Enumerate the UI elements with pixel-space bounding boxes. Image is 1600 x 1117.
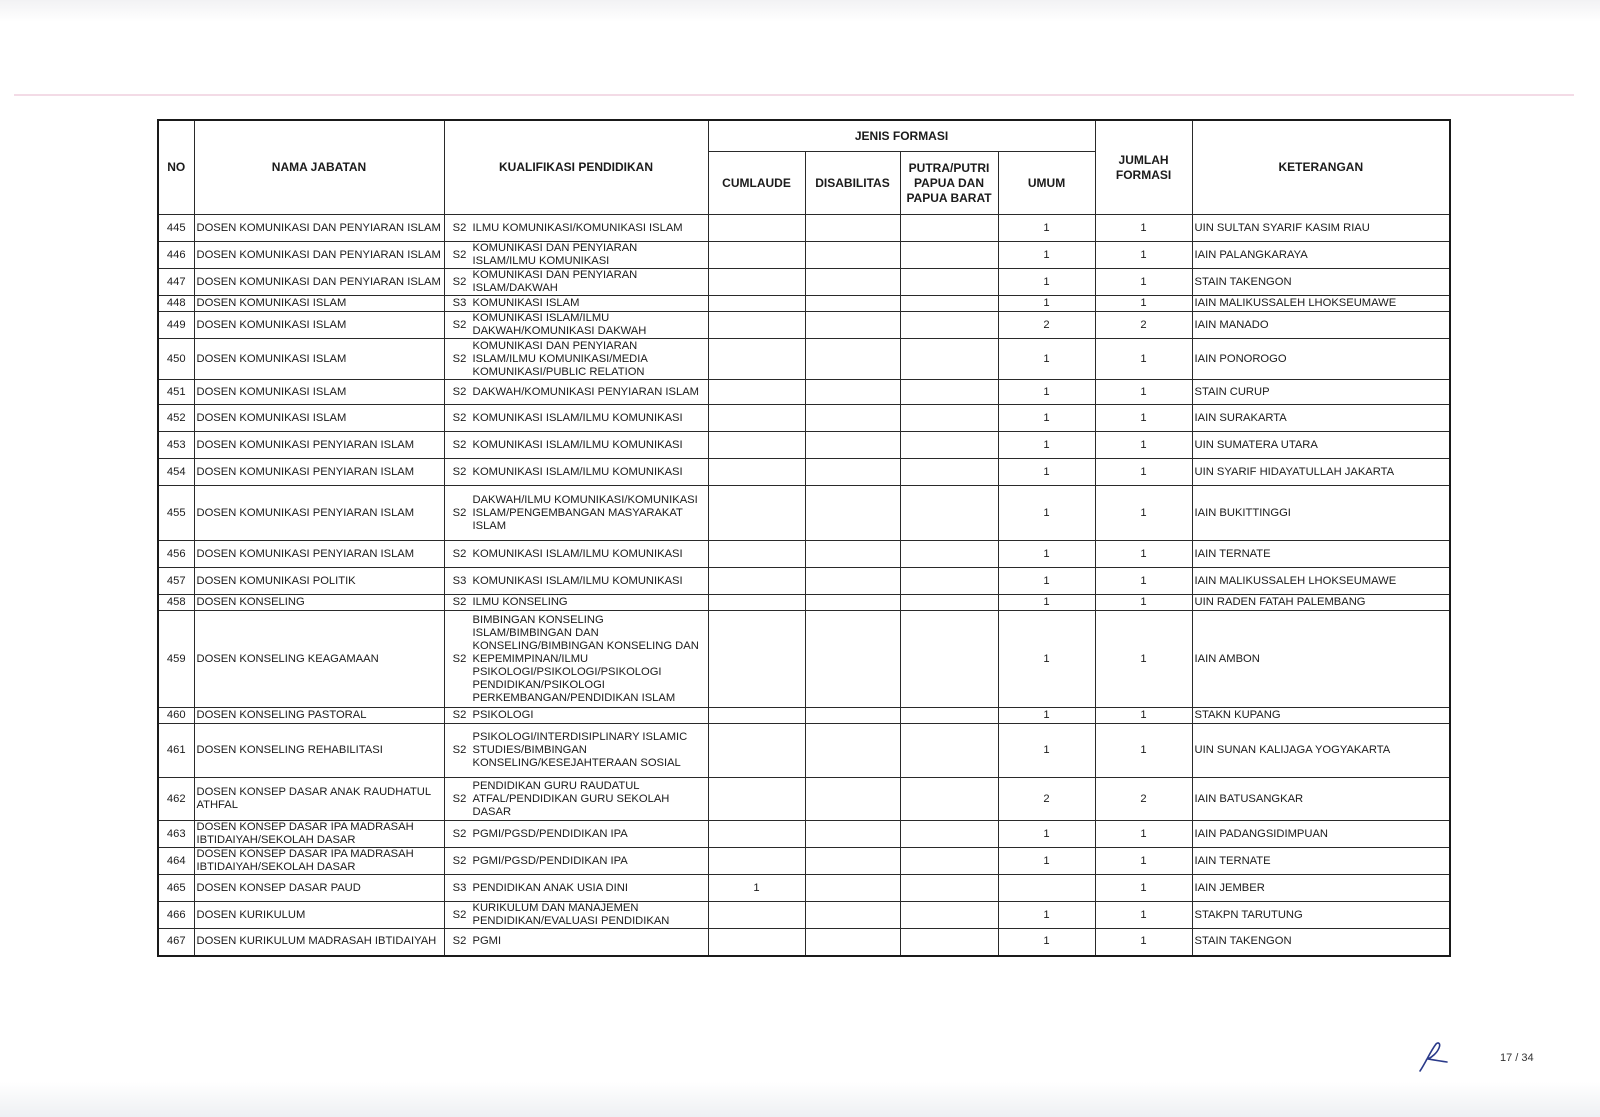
cell-cumlaude: 1: [708, 875, 805, 902]
cell-keterangan: STAIN TAKENGON: [1192, 929, 1450, 956]
kualifikasi-text: DAKWAH/ILMU KOMUNIKASI/KOMUNIKASI ISLAM/PENGEMBANGAN MASYARAKAT ISLAM: [472, 493, 698, 532]
cell-kualifikasi: [444, 405, 708, 432]
cell-umum: 1: [998, 269, 1095, 296]
cell-jumlah-formasi: 1: [1095, 339, 1192, 380]
cell-disabilitas: [805, 312, 900, 339]
cell-umum: 2: [998, 778, 1095, 821]
header-cumlaude: CUMLAUDE: [708, 152, 805, 215]
header-putra-putri-papua: PUTRA/PUTRI PAPUA DAN PAPUA BARAT: [900, 152, 998, 215]
cell-nama-jabatan: DOSEN KOMUNIKASI ISLAM: [194, 296, 444, 312]
table-row: [158, 459, 1450, 486]
table-row: [158, 242, 1450, 269]
cell-umum: 1: [998, 821, 1095, 848]
cell-umum: 1: [998, 848, 1095, 875]
table-row: [158, 708, 1450, 724]
degree-level: S2: [452, 352, 467, 365]
cell-keterangan: STAKPN TARUTUNG: [1192, 902, 1450, 929]
header-disabilitas: DISABILITAS: [805, 152, 900, 215]
cell-keterangan: IAIN PADANGSIDIMPUAN: [1192, 821, 1450, 848]
cell-keterangan: IAIN SURAKARTA: [1192, 405, 1450, 432]
cell-putra-putri-papua: [900, 595, 998, 611]
cell-no: 461: [158, 724, 194, 778]
cell-keterangan: STAIN TAKENGON: [1192, 269, 1450, 296]
cell-kualifikasi: [444, 708, 708, 724]
cell-kualifikasi: [444, 611, 708, 708]
degree-level: S2: [452, 652, 467, 665]
cell-jumlah-formasi: 1: [1095, 821, 1192, 848]
cell-keterangan: STAIN CURUP: [1192, 380, 1450, 405]
cell-jumlah-formasi: 1: [1095, 459, 1192, 486]
cell-putra-putri-papua: [900, 875, 998, 902]
kualifikasi-text: KOMUNIKASI DAN PENYIARAN ISLAM/ILMU KOMUNIKASI: [472, 242, 638, 267]
cell-kualifikasi: [444, 595, 708, 611]
cell-cumlaude: [708, 405, 805, 432]
cell-jumlah-formasi: 1: [1095, 724, 1192, 778]
table-row: [158, 875, 1450, 902]
cell-umum: 1: [998, 708, 1095, 724]
cell-no: 462: [158, 778, 194, 821]
cell-nama-jabatan: DOSEN KOMUNIKASI DAN PENYIARAN ISLAM: [194, 242, 444, 269]
cell-cumlaude: [708, 708, 805, 724]
cell-kualifikasi: [444, 724, 708, 778]
table-row: [158, 724, 1450, 778]
cell-putra-putri-papua: [900, 541, 998, 568]
cell-keterangan: UIN SUNAN KALIJAGA YOGYAKARTA: [1192, 724, 1450, 778]
degree-level: S2: [452, 827, 467, 840]
cell-keterangan: IAIN TERNATE: [1192, 541, 1450, 568]
kualifikasi-text: PGMI/PGSD/PENDIDIKAN IPA: [472, 827, 628, 840]
cell-cumlaude: [708, 821, 805, 848]
degree-level: S2: [452, 908, 467, 921]
cell-nama-jabatan: DOSEN KOMUNIKASI ISLAM: [194, 312, 444, 339]
cell-umum: 1: [998, 380, 1095, 405]
cell-disabilitas: [805, 215, 900, 242]
cell-keterangan: IAIN BATUSANGKAR: [1192, 778, 1450, 821]
cell-nama-jabatan: DOSEN KOMUNIKASI ISLAM: [194, 339, 444, 380]
cell-putra-putri-papua: [900, 339, 998, 380]
table-row: [158, 432, 1450, 459]
cell-putra-putri-papua: [900, 724, 998, 778]
cell-jumlah-formasi: 1: [1095, 432, 1192, 459]
cell-disabilitas: [805, 380, 900, 405]
cell-no: 449: [158, 312, 194, 339]
cell-kualifikasi: [444, 269, 708, 296]
table-row: [158, 339, 1450, 380]
cell-keterangan: UIN RADEN FATAH PALEMBANG: [1192, 595, 1450, 611]
cell-kualifikasi: [444, 848, 708, 875]
cell-umum: 1: [998, 611, 1095, 708]
cell-putra-putri-papua: [900, 312, 998, 339]
cell-cumlaude: [708, 595, 805, 611]
cell-nama-jabatan: DOSEN KURIKULUM: [194, 902, 444, 929]
cell-putra-putri-papua: [900, 486, 998, 541]
degree-level: S2: [452, 411, 467, 424]
cell-umum: 1: [998, 405, 1095, 432]
cell-kualifikasi: [444, 486, 708, 541]
degree-level: S2: [452, 221, 467, 234]
cell-disabilitas: [805, 848, 900, 875]
degree-level: S2: [452, 275, 467, 288]
cell-no: 457: [158, 568, 194, 595]
cell-disabilitas: [805, 269, 900, 296]
cell-nama-jabatan: DOSEN KONSEP DASAR PAUD: [194, 875, 444, 902]
kualifikasi-text: KURIKULUM DAN MANAJEMEN PENDIDIKAN/EVALUASI PENDIDIKAN: [472, 902, 670, 927]
kualifikasi-text: KOMUNIKASI ISLAM/ILMU KOMUNIKASI: [472, 547, 683, 560]
cell-keterangan: IAIN BUKITTINGGI: [1192, 486, 1450, 541]
cell-jumlah-formasi: 1: [1095, 848, 1192, 875]
table-row: [158, 568, 1450, 595]
cell-disabilitas: [805, 611, 900, 708]
cell-cumlaude: [708, 778, 805, 821]
cell-kualifikasi: [444, 459, 708, 486]
cell-keterangan: UIN SYARIF HIDAYATULLAH JAKARTA: [1192, 459, 1450, 486]
cell-cumlaude: [708, 541, 805, 568]
degree-level: S2: [452, 438, 467, 451]
cell-cumlaude: [708, 611, 805, 708]
cell-keterangan: IAIN PALANGKARAYA: [1192, 242, 1450, 269]
cell-nama-jabatan: DOSEN KONSEP DASAR IPA MADRASAH IBTIDAIYAH/SEKOLAH DASAR: [194, 821, 444, 848]
cell-cumlaude: [708, 459, 805, 486]
cell-putra-putri-papua: [900, 215, 998, 242]
cell-nama-jabatan: DOSEN KONSELING REHABILITASI: [194, 724, 444, 778]
cell-kualifikasi: [444, 339, 708, 380]
cell-nama-jabatan: DOSEN KOMUNIKASI POLITIK: [194, 568, 444, 595]
cell-cumlaude: [708, 724, 805, 778]
cell-no: 445: [158, 215, 194, 242]
cell-no: 454: [158, 459, 194, 486]
cell-jumlah-formasi: 1: [1095, 611, 1192, 708]
cell-disabilitas: [805, 778, 900, 821]
table-row: [158, 215, 1450, 242]
cell-no: 452: [158, 405, 194, 432]
cell-kualifikasi: [444, 875, 708, 902]
table-row: [158, 296, 1450, 312]
cell-kualifikasi: [444, 215, 708, 242]
cell-no: 464: [158, 848, 194, 875]
cell-disabilitas: [805, 595, 900, 611]
cell-no: 456: [158, 541, 194, 568]
cell-kualifikasi: [444, 432, 708, 459]
cell-umum: 1: [998, 296, 1095, 312]
kualifikasi-text: PSIKOLOGI: [472, 709, 534, 721]
cell-disabilitas: [805, 296, 900, 312]
kualifikasi-text: KOMUNIKASI ISLAM/ILMU KOMUNIKASI: [472, 574, 683, 587]
kualifikasi-text: PENDIDIKAN ANAK USIA DINI: [472, 881, 628, 894]
cell-putra-putri-papua: [900, 269, 998, 296]
kualifikasi-text: KOMUNIKASI ISLAM/ILMU KOMUNIKASI: [472, 465, 683, 478]
degree-level: S3: [452, 881, 467, 894]
cell-cumlaude: [708, 929, 805, 956]
cell-no: 467: [158, 929, 194, 956]
cell-cumlaude: [708, 380, 805, 405]
cell-jumlah-formasi: 1: [1095, 595, 1192, 611]
cell-putra-putri-papua: [900, 778, 998, 821]
cell-putra-putri-papua: [900, 902, 998, 929]
table-row: [158, 405, 1450, 432]
degree-level: S2: [452, 596, 467, 608]
header-jumlah-formasi: JUMLAH FORMASI: [1095, 120, 1192, 215]
cell-cumlaude: [708, 312, 805, 339]
cell-umum: 1: [998, 541, 1095, 568]
cell-nama-jabatan: DOSEN KOMUNIKASI PENYIARAN ISLAM: [194, 541, 444, 568]
kualifikasi-text: ILMU KOMUNIKASI/KOMUNIKASI ISLAM: [472, 221, 683, 234]
cell-kualifikasi: [444, 312, 708, 339]
cell-no: 460: [158, 708, 194, 724]
scan-artifact-line: [14, 94, 1574, 96]
cell-jumlah-formasi: 1: [1095, 215, 1192, 242]
cell-jumlah-formasi: 1: [1095, 541, 1192, 568]
cell-nama-jabatan: DOSEN KOMUNIKASI DAN PENYIARAN ISLAM: [194, 269, 444, 296]
cell-putra-putri-papua: [900, 405, 998, 432]
table-header: [158, 120, 1450, 215]
degree-level: S2: [452, 547, 467, 560]
cell-jumlah-formasi: 1: [1095, 875, 1192, 902]
cell-disabilitas: [805, 432, 900, 459]
degree-level: S2: [452, 854, 467, 867]
cell-keterangan: STAKN KUPANG: [1192, 708, 1450, 724]
cell-disabilitas: [805, 541, 900, 568]
cell-putra-putri-papua: [900, 296, 998, 312]
cell-putra-putri-papua: [900, 708, 998, 724]
cell-umum: 1: [998, 459, 1095, 486]
header-no: NO: [158, 120, 194, 215]
degree-level: S2: [452, 385, 467, 398]
degree-level: S2: [452, 709, 467, 721]
cell-putra-putri-papua: [900, 459, 998, 486]
cell-disabilitas: [805, 242, 900, 269]
cell-cumlaude: [708, 848, 805, 875]
cell-jumlah-formasi: 1: [1095, 269, 1192, 296]
cell-no: 450: [158, 339, 194, 380]
cell-disabilitas: [805, 929, 900, 956]
kualifikasi-text: BIMBINGAN KONSELING ISLAM/BIMBINGAN DAN KONSELING/BIMBINGAN KONSELING DAN KEPEMIMPINAN/ILMU PSIKOLOGI/PSIKOLOGI/PSIKOLOGI PENDIDIKAN/PSIKOLOGI PERKEMBANGAN/PENDIDIKAN ISLAM: [472, 613, 699, 704]
cell-umum: 1: [998, 929, 1095, 956]
kualifikasi-text: KOMUNIKASI DAN PENYIARAN ISLAM/ILMU KOMUNIKASI/MEDIA KOMUNIKASI/PUBLIC RELATION: [472, 339, 648, 378]
cell-nama-jabatan: DOSEN KOMUNIKASI PENYIARAN ISLAM: [194, 432, 444, 459]
cell-no: 459: [158, 611, 194, 708]
cell-keterangan: UIN SUMATERA UTARA: [1192, 432, 1450, 459]
cell-cumlaude: [708, 296, 805, 312]
cell-kualifikasi: [444, 568, 708, 595]
cell-kualifikasi: [444, 778, 708, 821]
cell-nama-jabatan: DOSEN KOMUNIKASI ISLAM: [194, 380, 444, 405]
kualifikasi-text: DAKWAH/KOMUNIKASI PENYIARAN ISLAM: [472, 385, 699, 398]
kualifikasi-text: PGMI/PGSD/PENDIDIKAN IPA: [472, 854, 628, 867]
kualifikasi-text: ILMU KONSELING: [472, 596, 568, 608]
cell-umum: 1: [998, 339, 1095, 380]
header-keterangan: KETERANGAN: [1192, 120, 1450, 215]
cell-kualifikasi: [444, 902, 708, 929]
cell-cumlaude: [708, 215, 805, 242]
table-row: [158, 541, 1450, 568]
kualifikasi-text: KOMUNIKASI ISLAM/ILMU KOMUNIKASI: [472, 438, 683, 451]
degree-level: S2: [452, 744, 467, 756]
cell-disabilitas: [805, 459, 900, 486]
table-row: [158, 611, 1450, 708]
cell-disabilitas: [805, 821, 900, 848]
cell-cumlaude: [708, 568, 805, 595]
cell-no: 446: [158, 242, 194, 269]
cell-umum: 1: [998, 724, 1095, 778]
cell-nama-jabatan: DOSEN KONSELING KEAGAMAAN: [194, 611, 444, 708]
cell-putra-putri-papua: [900, 848, 998, 875]
cell-nama-jabatan: DOSEN KONSELING PASTORAL: [194, 708, 444, 724]
cell-no: 453: [158, 432, 194, 459]
scan-bottom-shadow: [0, 1082, 1600, 1117]
cell-nama-jabatan: DOSEN KOMUNIKASI DAN PENYIARAN ISLAM: [194, 215, 444, 242]
cell-jumlah-formasi: 1: [1095, 380, 1192, 405]
degree-level: S2: [452, 248, 467, 261]
cell-cumlaude: [708, 486, 805, 541]
cell-no: 465: [158, 875, 194, 902]
cell-putra-putri-papua: [900, 929, 998, 956]
cell-putra-putri-papua: [900, 821, 998, 848]
cell-disabilitas: [805, 708, 900, 724]
cell-nama-jabatan: DOSEN KOMUNIKASI PENYIARAN ISLAM: [194, 459, 444, 486]
cell-umum: 1: [998, 595, 1095, 611]
table-row: [158, 821, 1450, 848]
header-nama-jabatan: NAMA JABATAN: [194, 120, 444, 215]
cell-disabilitas: [805, 875, 900, 902]
cell-nama-jabatan: DOSEN KURIKULUM MADRASAH IBTIDAIYAH: [194, 929, 444, 956]
table-row: [158, 902, 1450, 929]
cell-disabilitas: [805, 405, 900, 432]
header-jenis-formasi: JENIS FORMASI: [708, 120, 1095, 152]
cell-no: 455: [158, 486, 194, 541]
table-body: [158, 215, 1450, 956]
table-row: [158, 269, 1450, 296]
cell-umum: 1: [998, 215, 1095, 242]
cell-kualifikasi: [444, 242, 708, 269]
cell-nama-jabatan: DOSEN KONSEP DASAR IPA MADRASAH IBTIDAIYAH/SEKOLAH DASAR: [194, 848, 444, 875]
cell-keterangan: UIN SULTAN SYARIF KASIM RIAU: [1192, 215, 1450, 242]
table-row: [158, 848, 1450, 875]
cell-jumlah-formasi: 1: [1095, 486, 1192, 541]
table-row: [158, 595, 1450, 611]
cell-nama-jabatan: DOSEN KONSELING: [194, 595, 444, 611]
header-kualifikasi-pendidikan: KUALIFIKASI PENDIDIKAN: [444, 120, 708, 215]
cell-no: 458: [158, 595, 194, 611]
cell-kualifikasi: [444, 821, 708, 848]
degree-level: S3: [452, 574, 467, 587]
cell-umum: 1: [998, 486, 1095, 541]
cell-umum: 1: [998, 568, 1095, 595]
cell-umum: 1: [998, 432, 1095, 459]
cell-putra-putri-papua: [900, 380, 998, 405]
cell-nama-jabatan: DOSEN KONSEP DASAR ANAK RAUDHATUL ATHFAL: [194, 778, 444, 821]
kualifikasi-text: PGMI: [472, 935, 502, 948]
cell-cumlaude: [708, 902, 805, 929]
degree-level: S2: [452, 318, 467, 331]
cell-jumlah-formasi: 1: [1095, 708, 1192, 724]
cell-kualifikasi: [444, 929, 708, 956]
kualifikasi-text: KOMUNIKASI ISLAM/ILMU DAKWAH/KOMUNIKASI DAKWAH: [472, 312, 647, 337]
cell-keterangan: IAIN TERNATE: [1192, 848, 1450, 875]
cell-no: 463: [158, 821, 194, 848]
cell-disabilitas: [805, 568, 900, 595]
cell-keterangan: IAIN PONOROGO: [1192, 339, 1450, 380]
kualifikasi-text: PSIKOLOGI/INTERDISIPLINARY ISLAMIC STUDIES/BIMBINGAN KONSELING/KESEJAHTERAAN SOSIAL: [472, 731, 688, 769]
scan-top-shadow: [0, 0, 1600, 22]
table-row: [158, 929, 1450, 956]
cell-umum: 1: [998, 902, 1095, 929]
kualifikasi-text: PENDIDIKAN GURU RAUDATUL ATFAL/PENDIDIKAN GURU SEKOLAH DASAR: [472, 779, 670, 818]
cell-jumlah-formasi: 2: [1095, 778, 1192, 821]
cell-keterangan: IAIN MALIKUSSALEH LHOKSEUMAWE: [1192, 296, 1450, 312]
cell-keterangan: IAIN MALIKUSSALEH LHOKSEUMAWE: [1192, 568, 1450, 595]
cell-cumlaude: [708, 339, 805, 380]
table-row: [158, 380, 1450, 405]
cell-nama-jabatan: DOSEN KOMUNIKASI ISLAM: [194, 405, 444, 432]
cell-keterangan: IAIN AMBON: [1192, 611, 1450, 708]
cell-cumlaude: [708, 432, 805, 459]
cell-umum: 2: [998, 312, 1095, 339]
degree-level: S2: [452, 506, 467, 519]
kualifikasi-text: KOMUNIKASI ISLAM: [472, 297, 580, 309]
kualifikasi-text: KOMUNIKASI ISLAM/ILMU KOMUNIKASI: [472, 411, 683, 424]
cell-jumlah-formasi: 1: [1095, 929, 1192, 956]
signature-icon: [1416, 1040, 1452, 1074]
cell-no: 447: [158, 269, 194, 296]
cell-disabilitas: [805, 486, 900, 541]
cell-putra-putri-papua: [900, 432, 998, 459]
cell-jumlah-formasi: 1: [1095, 242, 1192, 269]
cell-umum: [998, 875, 1095, 902]
cell-umum: 1: [998, 242, 1095, 269]
table-row: [158, 312, 1450, 339]
cell-putra-putri-papua: [900, 242, 998, 269]
cell-no: 448: [158, 296, 194, 312]
formasi-table: [157, 119, 1451, 957]
cell-no: 466: [158, 902, 194, 929]
cell-jumlah-formasi: 1: [1095, 296, 1192, 312]
degree-level: S2: [452, 792, 467, 805]
cell-jumlah-formasi: 1: [1095, 405, 1192, 432]
header-umum: UMUM: [998, 152, 1095, 215]
cell-jumlah-formasi: 1: [1095, 902, 1192, 929]
degree-level: S3: [452, 297, 467, 309]
cell-keterangan: IAIN JEMBER: [1192, 875, 1450, 902]
cell-disabilitas: [805, 902, 900, 929]
page-number: 17 / 34: [1500, 1052, 1534, 1064]
cell-keterangan: IAIN MANADO: [1192, 312, 1450, 339]
cell-no: 451: [158, 380, 194, 405]
cell-jumlah-formasi: 1: [1095, 568, 1192, 595]
cell-putra-putri-papua: [900, 568, 998, 595]
cell-cumlaude: [708, 269, 805, 296]
cell-disabilitas: [805, 339, 900, 380]
cell-cumlaude: [708, 242, 805, 269]
cell-kualifikasi: [444, 541, 708, 568]
cell-nama-jabatan: DOSEN KOMUNIKASI PENYIARAN ISLAM: [194, 486, 444, 541]
kualifikasi-text: KOMUNIKASI DAN PENYIARAN ISLAM/DAKWAH: [472, 269, 638, 294]
cell-disabilitas: [805, 724, 900, 778]
table-row: [158, 778, 1450, 821]
table-row: [158, 486, 1450, 541]
degree-level: S2: [452, 935, 467, 948]
cell-kualifikasi: [444, 296, 708, 312]
cell-putra-putri-papua: [900, 611, 998, 708]
cell-kualifikasi: [444, 380, 708, 405]
degree-level: S2: [452, 465, 467, 478]
cell-jumlah-formasi: 2: [1095, 312, 1192, 339]
